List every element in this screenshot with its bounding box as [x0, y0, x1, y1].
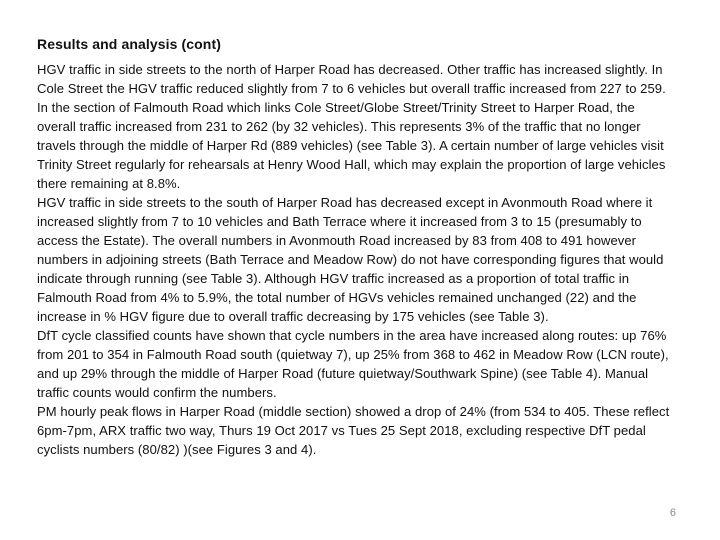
paragraph-cycle-counts: DfT cycle classified counts have shown that cycle numbers in the area have increased along routes: up 76% from 201 to 354 in Falmouth Road south (quietway 7), up 25% from 368 to 462 in Meadow Row (LCN route), and up 29% through the middle of Harper Road (future quietway/Southwark Spine) (see Table 4). Manual traffic counts would confirm the numbers.	[37, 328, 669, 400]
slide-title: Results and analysis (cont)	[37, 36, 221, 52]
page-number: 6	[669, 507, 676, 519]
paragraph-pm-peak-flows: PM hourly peak flows in Harper Road (middle section) showed a drop of 24% (from 534 to 405. These reflect 6pm-7pm, ARX traffic two way, Thurs 19 Oct 2017 vs Tues 25 Sept 2018, excluding respective DfT pedal cyclists numbers (80/82) )(see Figures 3 and 4).	[37, 404, 670, 457]
slide-body	[37, 60, 677, 459]
paragraph-south-side-streets: HGV traffic in side streets to the south of Harper Road has decreased except in Avonmouth Road where it increased slightly from 7 to 10 vehicles and Bath Terrace where it increased from 3 to 15 (presumably to access the Estate). The overall numbers in Avonmouth Road increased by 83 from 408 to 491 however numbers in adjoining streets (Bath Terrace and Meadow Row) do not have corresponding figures that would indicate through running (see Table 3). Although HGV traffic increased as a proportion of total traffic in Falmouth Road from 4% to 5.9%, the total number of HGVs vehicles remained unchanged (22) and the increase in % HGV figure due to overall traffic decreasing by 175 vehicles (see Table 3).	[37, 195, 664, 324]
paragraph-north-side-streets: HGV traffic in side streets to the north of Harper Road has decreased. Other traffic has increased slightly. In Cole Street the HGV traffic reduced slightly from 7 to 6 vehicles but overall traffic increased from 227 to 259. In the section of Falmouth Road which links Cole Street/Globe Street/Trinity Street to Harper Road, the overall traffic increased from 231 to 262 (by 32 vehicles). This represents 3% of the traffic that no longer travels through the middle of Harper Rd (889 vehicles) (see Table 3). A certain number of large vehicles visit Trinity Street regularly for rehearsals at Henry Wood Hall, which may explain the proportion of large vehicles there remaining at 8.8%.	[37, 62, 666, 191]
